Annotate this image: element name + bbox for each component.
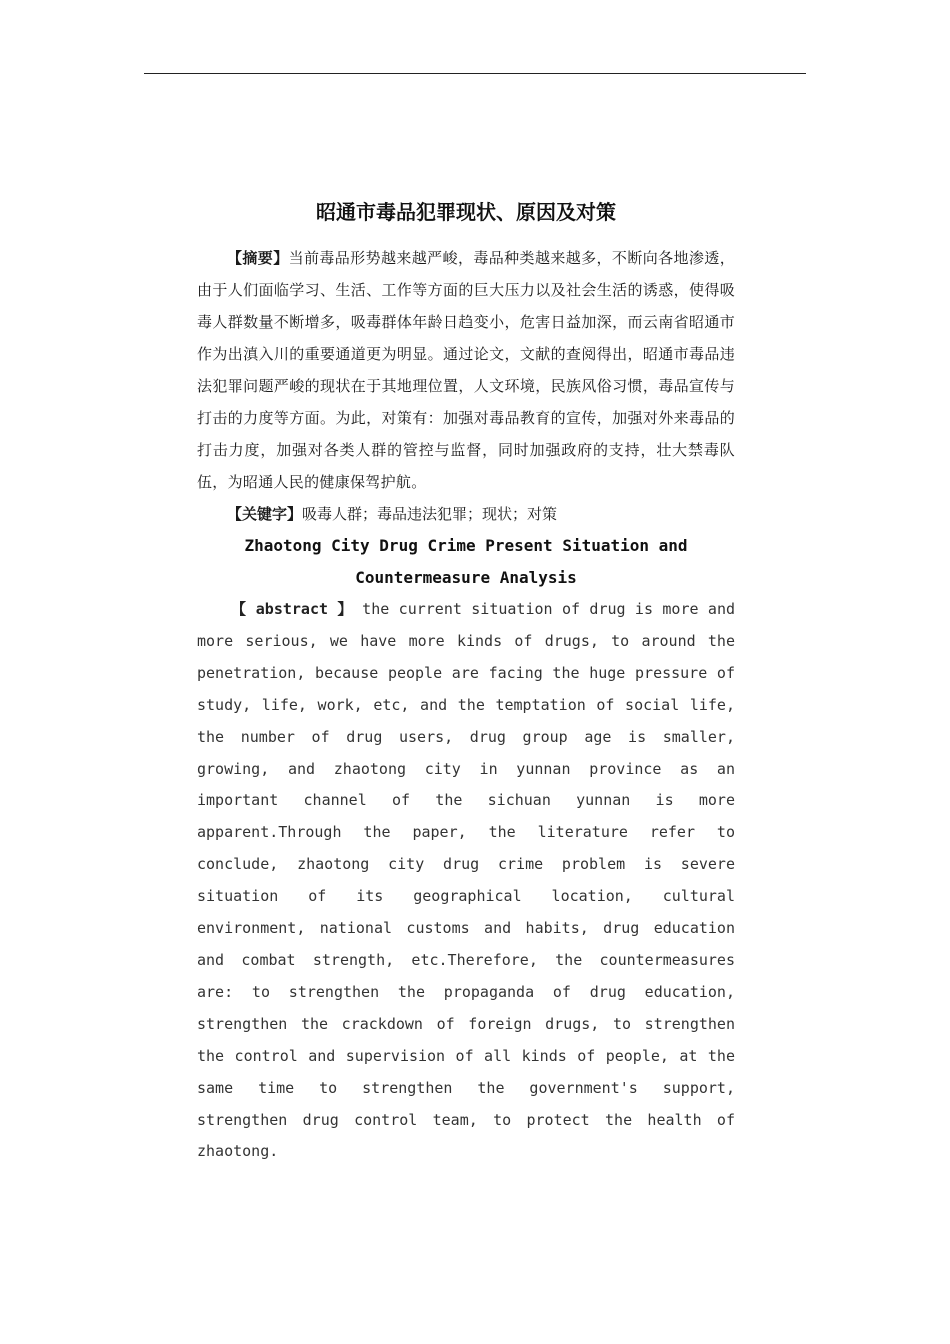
abstract-cn bbox=[197, 242, 735, 498]
document-body bbox=[197, 196, 735, 1168]
keywords-cn-label: 【关键字】 bbox=[227, 505, 303, 523]
keywords-cn-text: 吸毒人群；毒品违法犯罪；现状；对策 bbox=[302, 505, 558, 523]
abstract-cn-text: 当前毒品形势越来越严峻，毒品种类越来越多，不断向各地渗透，由于人们面临学习、生活、工作等方面的巨大压力以及社会生活的诱惑，使得吸毒人群数量不断增多，吸毒群体年龄日趋变小，危害日益加深，而云南省昭通市作为出滇入川的重要通道更为明显。通过论文，文献的查阅得出，昭通市毒品违法犯罪问题严峻的现状在于其地理位置，人文环境，民族风俗习惯，毒品宣传与打击的力度等方面。为此，对策有：加强对毒品教育的宣传，加强对外来毒品的打击力度，加强对各类人群的管控与监督，同时加强政府的支持，壮大禁毒队伍，为昭通人民的健康保驾护航。 bbox=[197, 249, 736, 491]
page-title-en bbox=[197, 530, 735, 594]
abstract-en bbox=[197, 594, 735, 1168]
abstract-cn-label: 【摘要】 bbox=[227, 249, 289, 267]
header-rule bbox=[144, 73, 806, 74]
abstract-en-text: the current situation of drug is more and more serious, we have more kinds of drugs, to around the penetration, because people are facing the huge pressure of study, life, work, etc, and the temptation of social life, the number of drug users, drug group age is smaller, growing, and zhaotong city in yunnan province as an important channel of the sichuan yunnan is more apparent.Through the paper, the literature refer to conclude, zhaotong city drug crime problem is severe situation of its geographical location, cultural environment, national customs and habits, drug education and combat strength, etc.Therefore, the countermeasures are: to strengthen the propaganda of drug education, strengthen the crackdown of foreign drugs, to strengthen the control and supervision of all kinds of people, at the same time to strengthen the government's support, strengthen drug control team, to protect the health of zhaotong. bbox=[197, 600, 736, 1161]
page-title-en-line2: Countermeasure Analysis bbox=[355, 568, 577, 587]
abstract-en-label: 【 abstract 】 bbox=[231, 600, 353, 618]
keywords-cn bbox=[197, 498, 735, 530]
page-title-cn: 昭通市毒品犯罪现状、原因及对策 bbox=[316, 200, 616, 224]
page-title-en-line1: Zhaotong City Drug Crime Present Situation and bbox=[244, 536, 688, 555]
